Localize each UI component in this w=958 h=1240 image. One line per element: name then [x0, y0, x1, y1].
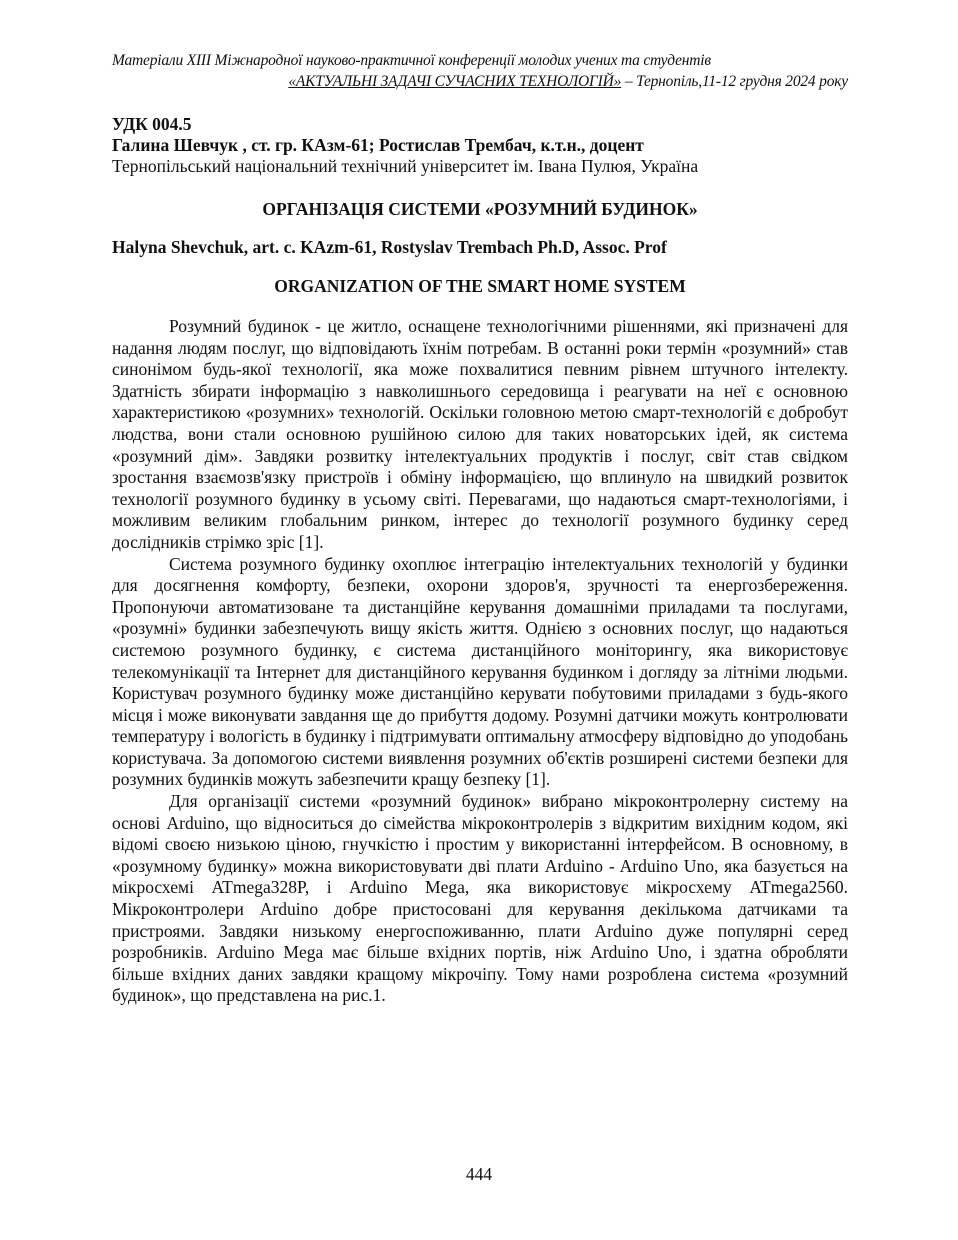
page-number: 444 — [465, 1164, 493, 1184]
paper-title-english: ORGANIZATION OF THE SMART HOME SYSTEM — [274, 276, 686, 296]
header-proceedings-line: Матеріали XIII Міжнародної науково-практичної конференції молодих учених та студентів — [112, 52, 711, 69]
authors-english: Halyna Shevchuk, art. c. KAzm-61, Rostyslav Trembach Ph.D, Assoc. Prof — [112, 237, 667, 257]
running-header — [112, 50, 848, 92]
authors-ukrainian: Галина Шевчук , ст. гр. КАзм-61; Ростислав Трембач, к.т.н., доцент — [112, 135, 644, 155]
header-location-date: – Тернопіль,11-12 грудня 2024 року — [621, 73, 848, 90]
header-conference-name: «АКТУАЛЬНІ ЗАДАЧІ СУЧАСНИХ ТЕХНОЛОГІЙ» — [288, 73, 622, 90]
body-paragraph: Розумний будинок - це житло, оснащене технологічними рішеннями, які призначені для надання людям послуг, що відповідають їхнім потребам. В останні роки термін «розумний» став синонімом будь-якої технології, яка може похвалитися певним рівнем штучного інтелекту. Здатність збирати інформацію з навколишнього середовища і реагувати на неї є основною характеристикою «розумних» технологій. Оскільки головною метою смарт-технологій є добробут людства, вони стали основною рушійною силою для таких новаторських ідей, як система «розумний дім». Завдяки розвитку інтелектуальних продуктів і послуг, світ став свідком зростання взаємозв'язку пристроїв і обміну інформацією, що вплинуло на швидкий розвиток технології розумного будинку в усьому світі. Перевагами, що надаються смарт-технологіями, і можливим великим глобальним ринком, інтерес до технології розумного будинку серед дослідників стрімко зріс [1]. — [112, 316, 848, 552]
paper-title-ukrainian: ОРГАНІЗАЦІЯ СИСТЕМИ «РОЗУМНИЙ БУДИНОК» — [262, 199, 698, 219]
header-conference-line — [112, 71, 848, 92]
body-text — [112, 316, 848, 1007]
body-paragraph: Система розумного будинку охоплює інтеграцію інтелектуальних технологій у будинки для досягнення комфорту, безпеки, охорони здоров'я, зручності та енергозбереження. Пропонуючи автоматизоване та дистанційне керування домашніми приладами та послугами, «розумні» будинки забезпечують вищу якість життя. Однією з основних послуг, що надаються системою розумного будинку, є система дистанційного моніторингу, яка використовує телекомунікації та Інтернет для дистанційного керування будинком і догляду за літніми людьми. Користувач розумного будинку може дистанційно керувати побутовими приладами з будь-якого місця і може виконувати завдання ще до прибуття додому. Розумні датчики можуть контролювати температуру і вологість в будинку і підтримувати оптимальну атмосферу відповідно до уподобань користувача. За допомогою системи виявлення розумних об'єктів розширені системи безпеки для розумних будинків можуть забезпечити кращу безпеку [1]. — [112, 553, 848, 790]
udc-code: УДК 004.5 — [112, 114, 192, 134]
affiliation: Тернопільський національний технічний університет ім. Івана Пулюя, Україна — [112, 156, 699, 176]
body-paragraph: Для організації системи «розумний будинок» вибрано мікроконтролерну систему на основі Arduino, що відноситься до сімейства мікроконтролерів з відкритим вихідним кодом, які відомі своєю низькою ціною, гнучкістю і простим у використанні інтерфейсом. В основному, в «розумному будинку» можна використовувати дві плати Arduino - Arduino Uno, яка базується на мікросхемі ATmega328P, і Arduino Mega, яка використовує мікросхему ATmega2560. Мікроконтролери Arduino добре пристосовані для керування декількома датчиками та пристроями. Завдяки низькому енергоспоживанню, плати Arduino дуже популярні серед розробників. Arduino Mega має більше вхідних портів, ніж Arduino Uno, і здатна обробляти більше вхідних даних завдяки кращому мікрочіпу. Тому нами розроблена система «розумний будинок», що представлена на рис.1. — [112, 791, 848, 1006]
front-matter — [112, 114, 848, 177]
